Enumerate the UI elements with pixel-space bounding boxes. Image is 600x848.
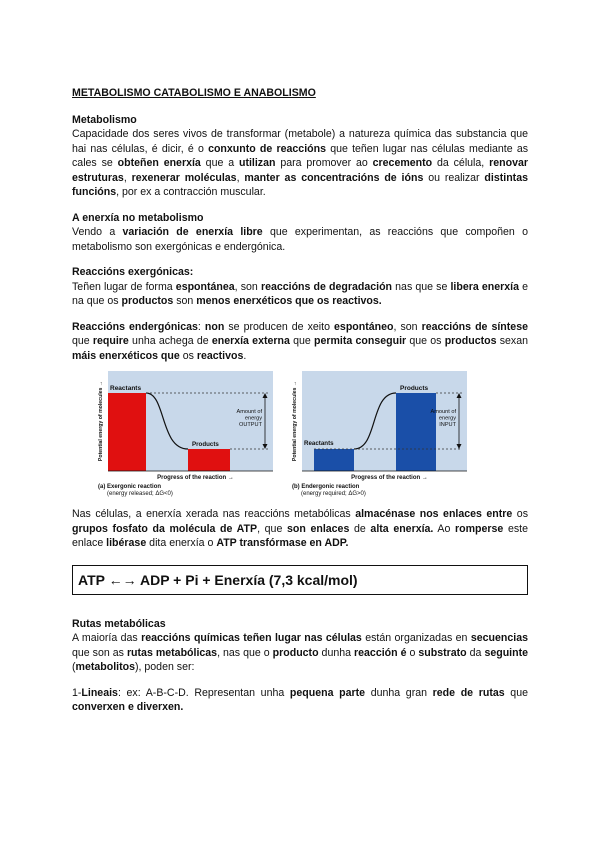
exergonic-chart: [96, 367, 276, 499]
y-axis-label: Potential energy of molecules →: [98, 380, 104, 462]
products-label: Products: [400, 385, 429, 392]
caption-line-2: (energy required; ΔG>0): [301, 491, 366, 497]
reactants-label: Reactants: [110, 385, 142, 392]
caption-line-1: (a) Exergonic reaction: [98, 484, 162, 490]
products-bar: [396, 393, 436, 471]
products-bar: [188, 449, 230, 471]
energy-amount-label: energy: [244, 415, 262, 422]
heading-enerxia: A enerxía no metabolismo: [72, 211, 204, 224]
heading-exergonicas: Reaccións exergónicas:: [72, 266, 194, 278]
x-axis-label: Progress of the reaction →: [351, 475, 428, 481]
paragraph-exergonicas: Teñen lugar de forma espontánea, son reaccións de degradación nas que se libera enerxía e na que os productos son menos enerxéticos que os reactivos.: [72, 280, 529, 307]
heading-rutas: Rutas metabólicas: [72, 617, 166, 630]
energy-amount-label: OUTPUT: [239, 422, 262, 428]
products-label: Products: [192, 441, 219, 448]
paragraph-atp: Nas células, a enerxía xerada nas reaccións metabólicas almacénase nos enlaces entre os grupos fosfato da molécula de ATP, que son enlaces de alta enerxía. Ao romperse este enlace libérase dita enerxía o ATP transfórmase en ADP.: [72, 508, 529, 549]
energy-amount-label: Amount of: [430, 409, 456, 415]
exergonic-diagram: [96, 367, 276, 499]
energy-amount-label: energy: [438, 415, 456, 422]
paragraph-rutas: A maioría das reaccións químicas teñen lugar nas células están organizadas en secuencias que son as rutas metabólicas, nas que o producto dunha reacción é o substrato da seguinte (metabolitos), poden ser:: [72, 632, 528, 673]
reactants-bar: [314, 449, 354, 471]
energy-amount-label: INPUT: [439, 422, 456, 428]
page-title: METABOLISMO CATABOLISMO E ANABOLISMO: [72, 87, 316, 99]
caption-line-1: (b) Endergonic reaction: [292, 484, 360, 490]
x-axis-label: Progress of the reaction →: [157, 475, 234, 481]
energy-amount-label: Amount of: [236, 409, 262, 415]
reactants-bar: [108, 393, 146, 471]
paragraph-enerxia: Vendo a variación de enerxía libre que experimentan, as reaccións que compoñen o metabolismo son exergónicas e endergónica.: [72, 226, 528, 253]
heading-metabolismo: Metabolismo: [72, 113, 137, 126]
heading-endergonicas: Reaccións endergónicas: [72, 320, 198, 333]
endergonic-diagram: [290, 367, 470, 499]
y-axis-label: Potential energy of molecules →: [292, 380, 298, 462]
paragraph-endergonicas: Reaccións endergónicas: non se producen de xeito espontáneo, son reaccións de síntese que require unha achega de enerxía externa que permita conseguir que os productos sexan máis enerxéticos que os reactivos.: [72, 320, 528, 362]
endergonic-chart: [290, 367, 470, 499]
paragraph-metabolismo: Capacidade dos seres vivos de transformar (metabole) a natureza química das substancia que hai nas células, é dicir, é o conxunto de reaccións que teñen lugar nas células mediante as cales se obteñen enerxía que a utilizan para promover ao crecemento da célula, renovar estruturas, rexenerar moléculas, manter as concentracións de ións ou realizar distintas funcións, por ex a contracción muscular.: [72, 128, 529, 198]
reactants-label: Reactants: [304, 440, 334, 447]
energy-diagrams: [72, 367, 528, 507]
paragraph-lineais: 1-Lineais: ex: A-B-C-D. Representan unha pequena parte dunha gran rede de rutas que converxen e diverxen.: [72, 686, 528, 713]
caption-line-2: (energy released; ΔG<0): [107, 491, 173, 497]
document-page: [72, 86, 528, 715]
atp-equation-box: ATP ←→ ADP + Pi + Enerxía (7,3 kcal/mol): [72, 565, 528, 595]
